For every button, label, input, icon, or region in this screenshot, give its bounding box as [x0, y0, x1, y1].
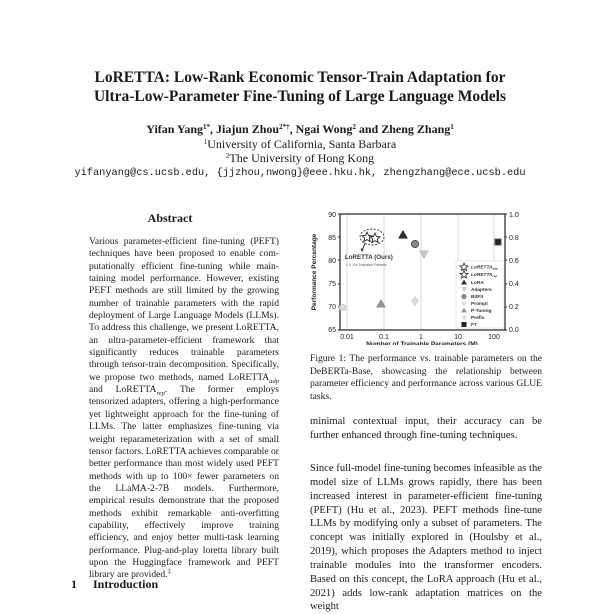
author-block: [0, 122, 600, 180]
legend-label: P-Tuning: [471, 309, 492, 314]
x-axis-label: Number of Trainable Parameters (M): [366, 341, 478, 345]
author-mark: 1*: [203, 123, 211, 131]
svg-text:10: 10: [454, 334, 462, 341]
title-line-1: LoRETTA: Low-Rank Economic Tensor-Train Adaptation for: [94, 69, 506, 86]
author-names: [0, 122, 600, 137]
y-axis-label: Performance Percentage: [311, 233, 318, 311]
y2-axis-ticks: [509, 212, 519, 334]
annotation-label: LoRETTA (Ours): [345, 254, 393, 261]
svg-text:0.6: 0.6: [509, 258, 519, 265]
figure-caption: Figure 1: The performance vs. trainable parameters on the DeBERTa-Base, showcasing the relationship between parameter efficiency and performance across various GLUE tasks.: [310, 353, 542, 402]
svg-text:85: 85: [328, 235, 336, 242]
affiliation-mark: 2: [225, 152, 230, 160]
legend-label: FT: [471, 323, 477, 328]
svg-text:100: 100: [488, 334, 500, 341]
subscript: rep: [156, 390, 165, 398]
svg-text:0.4: 0.4: [509, 281, 519, 288]
separator: ,: [289, 122, 296, 136]
legend-label: LoRA: [471, 281, 484, 286]
annotation-sublabel: < 0.1% Trainable Params: [346, 263, 387, 267]
arrow-head-icon: [361, 249, 364, 253]
legend-label: BitFit: [471, 295, 484, 300]
y-axis-ticks: [328, 212, 336, 334]
x-axis-ticks: [340, 334, 500, 341]
affiliation-text: University of California, Santa Barbara: [207, 136, 397, 151]
svg-text:0.2: 0.2: [509, 304, 519, 311]
legend-label: LoRETTA$_{rep}$: [471, 273, 498, 279]
author-name: Ngai Wong: [295, 122, 353, 136]
abstract-heading: Abstract: [147, 211, 193, 225]
affiliation-1: [0, 137, 600, 152]
abstract-body: [89, 236, 279, 582]
section-heading-introduction: [71, 577, 158, 592]
legend-circle-icon: [461, 294, 466, 299]
footnote-mark: ‡: [167, 568, 171, 576]
separator: and: [355, 122, 382, 136]
author-mark: 1: [450, 123, 454, 131]
prefix-diamond-icon: [412, 297, 418, 305]
affiliation-text: The University of Hong Kong: [229, 151, 375, 165]
figure-1-chart: [305, 205, 545, 345]
legend-label: Prompt: [471, 302, 488, 307]
body-paragraph: Since full-model fine-tuning becomes infeasible as the model size of LLMs grows rapidly, there has been increased interest in parameter-efficient fine-tuning (PEFT) (Hu et al., 2023). PEFT methods fine-tune LLMs by modifying only a subset of parameters. The concept was initially explored in (Houlsby et al., 2019), which proposes the Adapters method to inject trainable modules into the transformer encoders. Based on this concept, the LoRA approach (Hu et al., 2021) adds low-rank adaptation matrices on the weight: [310, 463, 542, 613]
author-mark: 2*†: [279, 123, 290, 131]
legend-label: Adapters: [471, 288, 492, 293]
svg-text:0.1: 0.1: [379, 334, 389, 341]
title-line-2: Ultra-Low-Parameter Fine-Tuning of Large Language Models: [93, 88, 506, 105]
separator: ,: [210, 122, 217, 136]
svg-text:75: 75: [328, 281, 336, 288]
paper-title: [0, 68, 600, 106]
svg-text:1.0: 1.0: [509, 212, 519, 219]
legend-label: Prefix: [471, 316, 485, 321]
svg-text:0.01: 0.01: [340, 334, 354, 341]
author-mark: 2: [352, 123, 356, 131]
abstract-text: and LoRETTA: [89, 384, 157, 396]
svg-text:90: 90: [328, 212, 336, 219]
svg-text:0.0: 0.0: [509, 327, 519, 334]
author-name: Yifan Yang: [146, 122, 204, 136]
section-number: 1: [71, 577, 77, 591]
ft-square-icon: [495, 239, 501, 245]
scatter-plot: [305, 205, 545, 345]
legend-label: LoRETTA$_{adp}$: [471, 265, 498, 271]
subscript: adp: [269, 377, 279, 385]
svg-text:70: 70: [328, 304, 336, 311]
abstract-text: Various parameter-efficient fine-tuning (PEFT) techniques have been proposed to enable computationally efficient fine-tuning while maintaining model performance. However, existing PEFT methods are still limited by the growing number of trainable parameters with the rapid deployment of Large Language Models (LLMs). To address this challenge, we present LoRETTA, an ultra-parameter-efficient framework that significantly reduces trainable parameters through tensor-train decomposition. Specifically, we propose two methods, named LoRETTA: [89, 236, 279, 383]
svg-text:0.8: 0.8: [509, 235, 519, 242]
legend-square-icon: [462, 322, 467, 327]
svg-text:65: 65: [328, 327, 336, 334]
body-paragraph: minimal contextual input, their accuracy can be further enhanced through fine-tuning techniques.: [310, 416, 542, 441]
loretta-rep-star-icon: [370, 233, 380, 243]
affiliation-mark: 1: [203, 137, 208, 146]
svg-text:80: 80: [328, 258, 336, 265]
abstract-text: . The former employs tensorized adapters, offering a high-performance yet lightweight approach for the fine-tuning of LLMs. The latter emphasizes fine-tuning via weight reparameterization with a set of small tensor factors. LoRETTA achieves comparable or better performance than most widely used PEFT methods with up to 100× fewer parameters on the LLaMA-2-7B models. Furthermore, empirical results demonstrate that the proposed methods exhibit remarkable anti-overfitting capability, effectively improve training efficiency, and enjoy better multi-task learning performance. Plug-and-play loretta library built upon the Huggingface framework and PEFT library are provided.: [89, 384, 279, 581]
author-emails: yifanyang@cs.ucsb.edu, {jjzhou,nwong}@eee.hku.hk, zhengzhang@ece.ucsb.edu: [74, 166, 526, 179]
author-name: Jiajun Zhou: [216, 122, 280, 136]
bitfit-circle-icon: [411, 240, 418, 247]
section-title: Introduction: [93, 577, 159, 591]
svg-text:1: 1: [419, 334, 423, 341]
author-name: Zheng Zhang: [381, 122, 451, 136]
chart-legend: [456, 261, 504, 328]
affiliation-2: [0, 151, 600, 166]
lora-triangle-icon: [399, 231, 407, 238]
